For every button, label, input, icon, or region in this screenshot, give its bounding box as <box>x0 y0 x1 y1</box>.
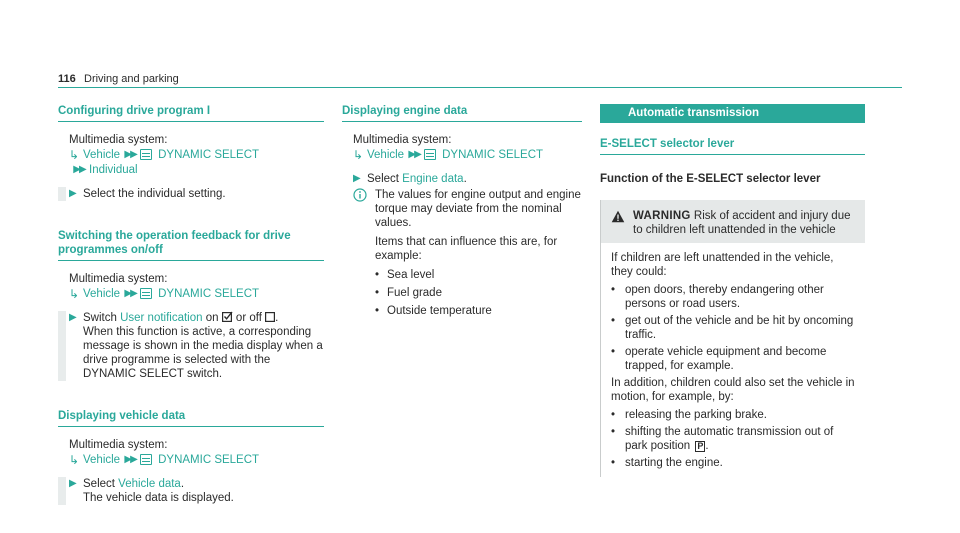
menu-link-vehicle[interactable]: Vehicle <box>83 148 121 161</box>
submenu-arrow-icon: ↳ <box>69 147 80 162</box>
list-item: • get out of the vehicle and be hit by oncoming traffic. <box>611 314 855 342</box>
multimedia-path <box>353 132 582 162</box>
multimedia-path <box>69 271 324 301</box>
info-text: Items that can influence this are, for example: <box>375 236 558 262</box>
step-arrow-icon: ▶ <box>69 312 77 323</box>
risk-list <box>611 408 855 470</box>
step-arrow-icon: ▶ <box>69 188 77 199</box>
list-item: • Sea level <box>375 268 582 282</box>
ms-label: Multimedia system: <box>69 133 168 146</box>
list-item: • Outside temperature <box>375 304 582 318</box>
instruction-step <box>58 311 324 381</box>
step-text: Switch <box>83 312 121 324</box>
page-header <box>0 70 960 90</box>
risk-list <box>611 283 855 373</box>
step-text: Select <box>367 173 403 185</box>
ms-label: Multimedia system: <box>353 133 452 146</box>
double-chevron-icon: ▶▶ <box>124 453 136 465</box>
park-symbol-icon: P <box>697 441 704 451</box>
step-text: When this function is active, a corresponding message is shown in the media display when a drive programme is selected with the DYNAMIC SELECT switch. <box>83 326 323 380</box>
column-1 <box>58 104 324 505</box>
section-name: Driving and parking <box>84 73 179 85</box>
list-item: • operate vehicle equipment and become trapped, for example. <box>611 345 855 373</box>
submenu-arrow-icon: ↳ <box>353 147 364 162</box>
step-text: . <box>463 173 467 185</box>
section-title: E-SELECT selector lever <box>600 137 865 155</box>
section-title: Displaying vehicle data <box>58 409 324 427</box>
step-text: or off <box>232 312 266 324</box>
menu-link-vehicle[interactable]: Vehicle <box>83 287 121 300</box>
menu-link-vehicle[interactable]: Vehicle <box>83 453 121 466</box>
warning-header <box>601 200 865 243</box>
warning-triangle-icon <box>611 210 625 223</box>
list-item: • starting the engine. <box>611 456 855 470</box>
factor-list <box>375 268 582 318</box>
seat-icon <box>140 288 152 299</box>
list-item: • Fuel grade <box>375 286 582 300</box>
step-text: Select <box>83 478 119 490</box>
warning-title: Risk of accident and injury due to children left unattended in the vehicle <box>633 210 851 236</box>
list-item <box>611 425 855 453</box>
step-arrow-icon: ▶ <box>353 173 361 184</box>
column-2 <box>342 104 582 322</box>
warning-text: In addition, children could also set the vehicle in motion, for example, by: <box>611 377 855 403</box>
checkbox-empty-icon <box>265 312 275 322</box>
double-chevron-icon: ▶▶ <box>124 287 136 299</box>
section-title: Displaying engine data <box>342 104 582 122</box>
info-icon <box>353 188 367 202</box>
seat-icon <box>140 149 152 160</box>
title-line: programmes on/off <box>58 244 163 256</box>
info-text: The values for engine output and engine torque may deviate from the nominal values. <box>375 189 581 229</box>
function-heading: Function of the E-SELECT selector lever <box>600 173 821 185</box>
menu-link-dynamic-select[interactable]: DYNAMIC SELECT <box>158 148 260 161</box>
ms-label: Multimedia system: <box>69 438 168 451</box>
instruction-step <box>58 187 324 201</box>
menu-link-user-notification[interactable]: User notification <box>120 312 203 324</box>
list-item: • releasing the parking brake. <box>611 408 855 422</box>
title-line: Switching the operation feedback for drive <box>58 230 291 242</box>
step-text: Select the individual setting. <box>83 188 226 200</box>
menu-link-engine-data[interactable]: Engine data <box>402 173 464 185</box>
warning-label: WARNING <box>633 210 691 222</box>
menu-link-dynamic-select[interactable]: DYNAMIC SELECT <box>442 148 544 161</box>
menu-link-dynamic-select[interactable]: DYNAMIC SELECT <box>158 287 260 300</box>
step-text: on <box>202 312 222 324</box>
double-chevron-icon: ▶▶ <box>73 163 85 175</box>
multimedia-path <box>69 132 324 177</box>
column-3 <box>600 104 865 477</box>
header-rule <box>58 87 902 88</box>
checkbox-checked-icon <box>222 311 233 322</box>
submenu-arrow-icon: ↳ <box>69 452 80 467</box>
info-note <box>353 188 582 322</box>
ms-label: Multimedia system: <box>69 272 168 285</box>
section-title: Configuring drive program I <box>58 104 324 122</box>
list-item-text: shifting the automatic transmission out of park position <box>625 426 834 452</box>
instruction-step <box>58 477 324 505</box>
seat-icon <box>140 454 152 465</box>
step-text: . <box>180 478 185 490</box>
menu-link-individual[interactable]: Individual <box>89 163 138 176</box>
list-item: • open doors, thereby endangering other persons or road users. <box>611 283 855 311</box>
warning-box <box>600 200 865 477</box>
multimedia-path <box>69 437 324 467</box>
menu-link-vehicle-data[interactable]: Vehicle data <box>118 478 181 490</box>
double-chevron-icon: ▶▶ <box>408 148 420 160</box>
instruction-step <box>353 172 582 186</box>
step-text: The vehicle data is displayed. <box>83 492 234 504</box>
step-arrow-icon: ▶ <box>69 478 77 489</box>
chapter-bar: Automatic transmission <box>600 104 865 123</box>
menu-link-dynamic-select[interactable]: DYNAMIC SELECT <box>158 453 260 466</box>
section-title <box>58 229 324 261</box>
list-item-text: . <box>705 440 709 452</box>
page-number: 116 <box>58 73 76 85</box>
warning-body <box>601 243 865 477</box>
menu-link-vehicle[interactable]: Vehicle <box>367 148 405 161</box>
seat-icon <box>424 149 436 160</box>
warning-text: If children are left unattended in the vehicle, they could: <box>611 252 834 278</box>
submenu-arrow-icon: ↳ <box>69 286 80 301</box>
step-text: . <box>275 312 279 324</box>
double-chevron-icon: ▶▶ <box>124 148 136 160</box>
